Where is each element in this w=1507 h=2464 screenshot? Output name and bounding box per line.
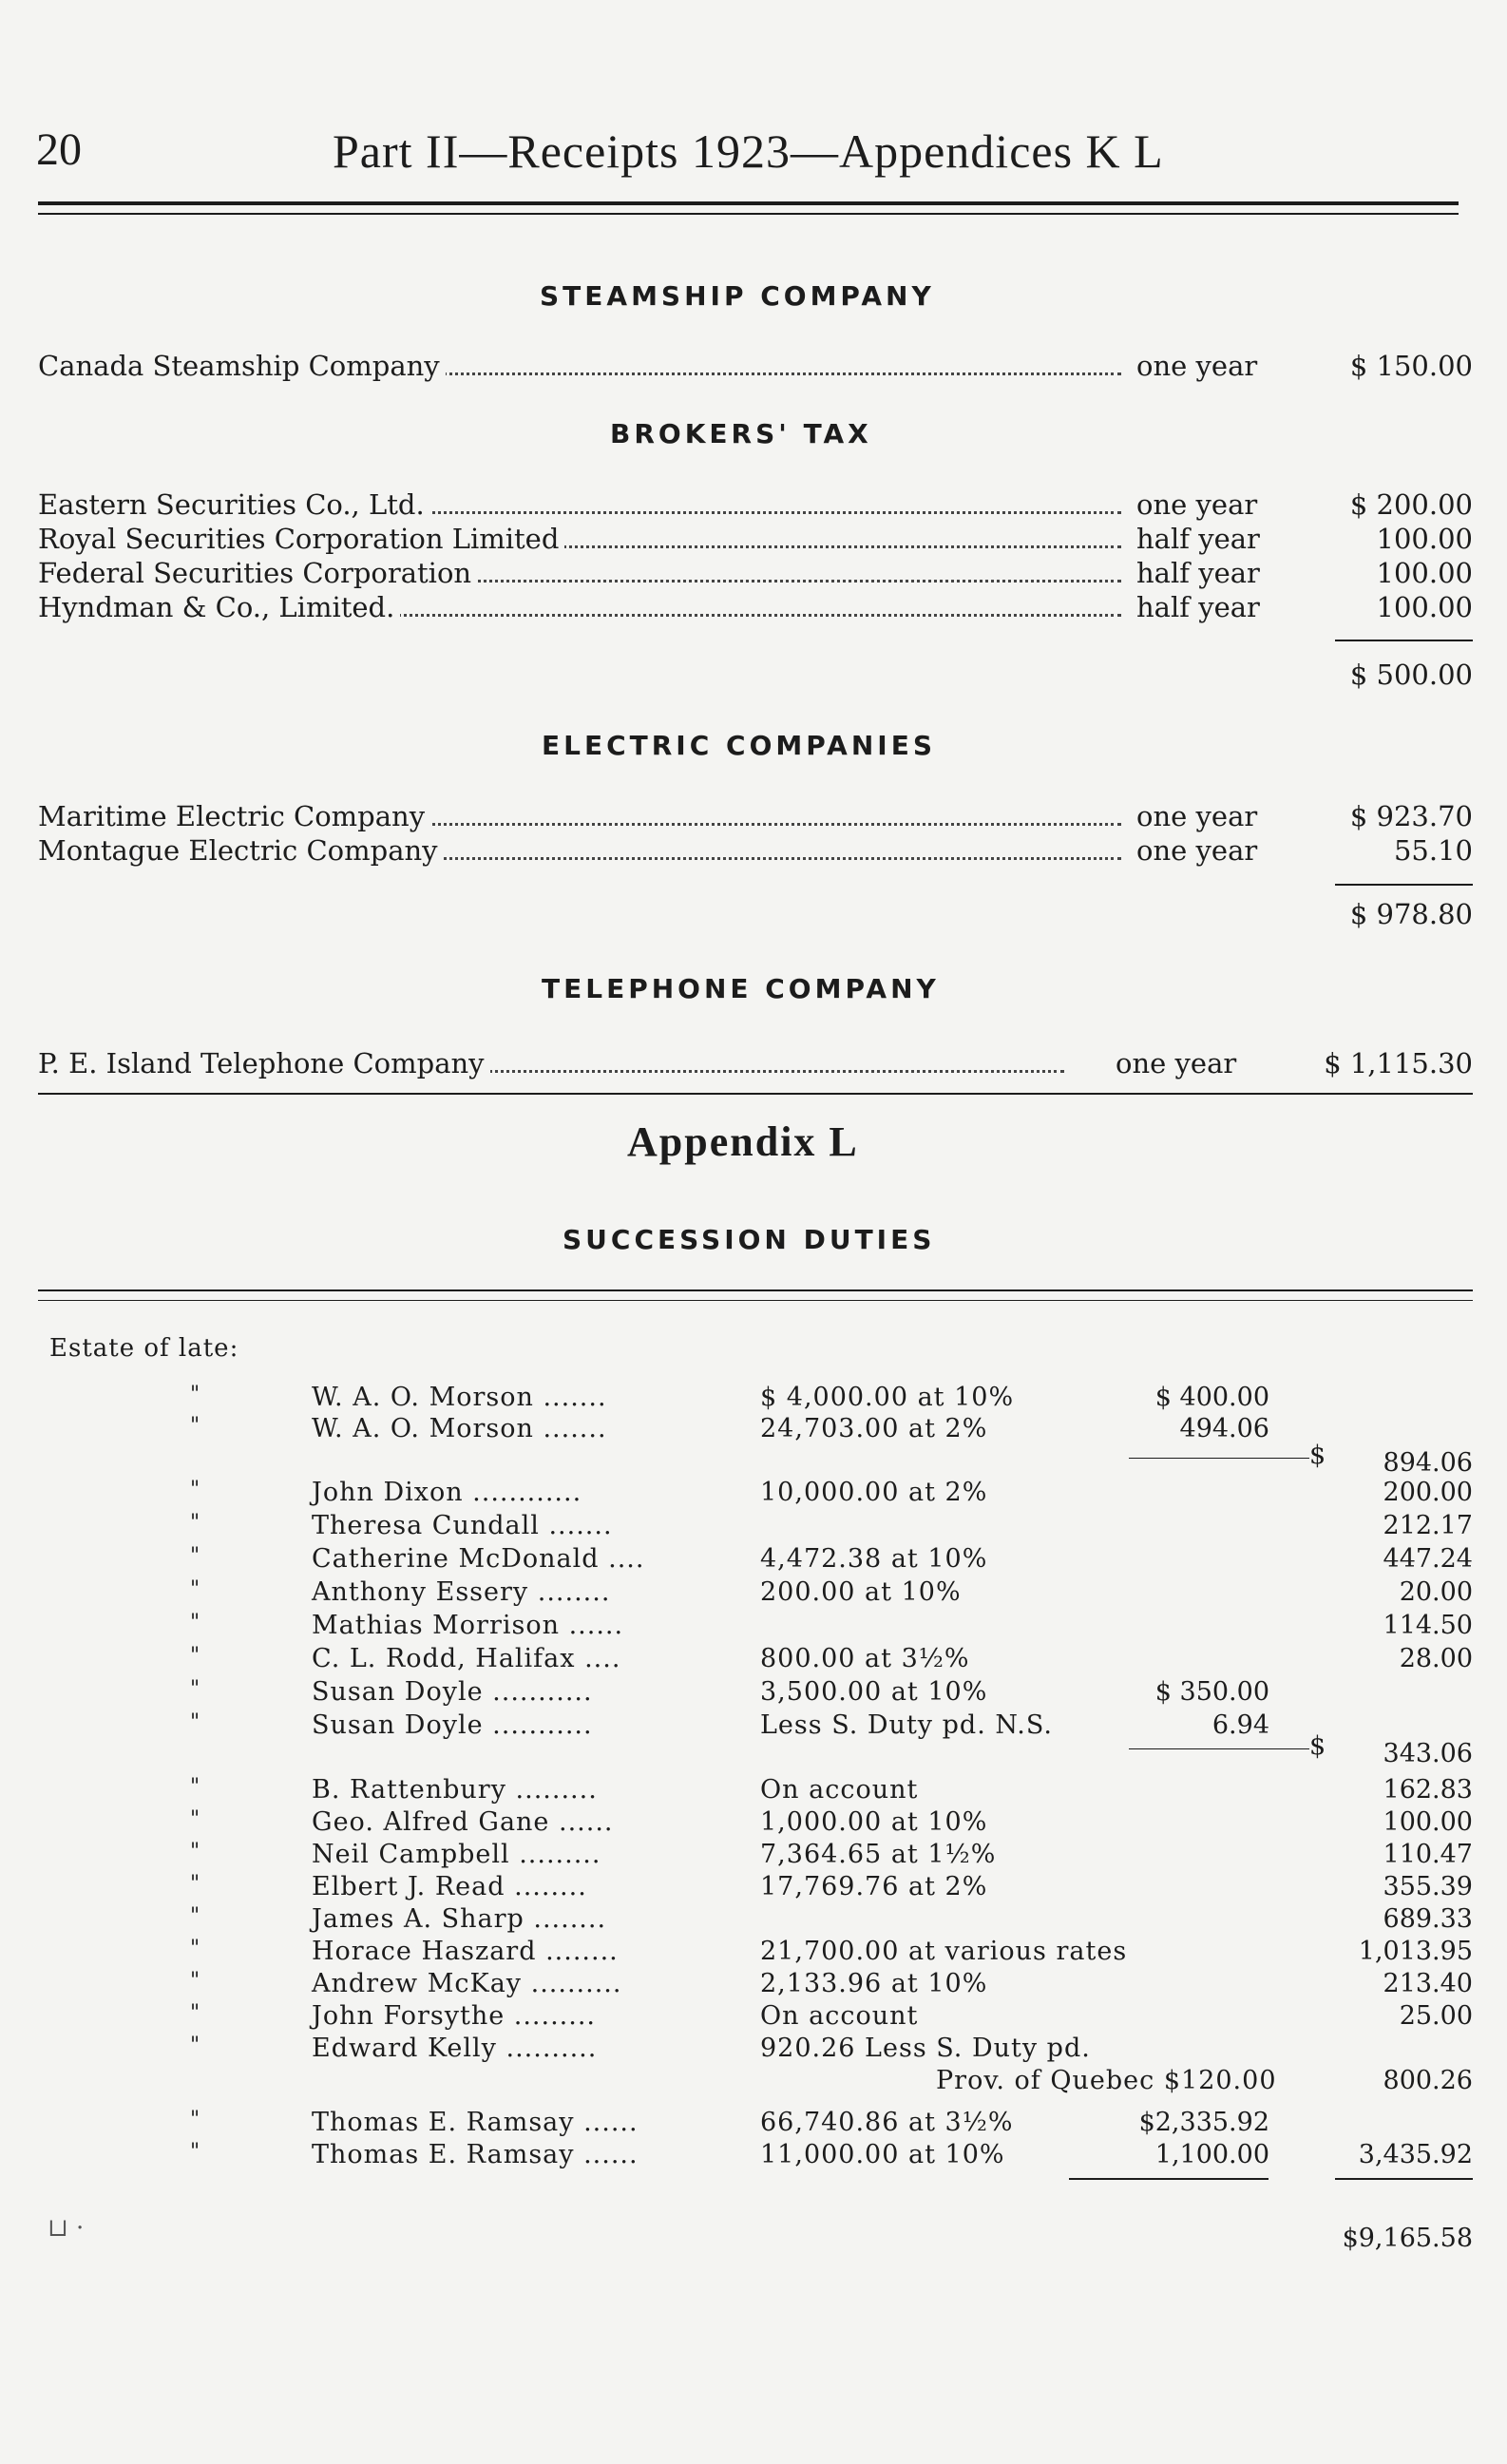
- ditto-mark: ": [190, 1577, 200, 1601]
- duty-total: 212.17: [1383, 1511, 1473, 1540]
- section-heading-steamship: STEAMSHIP COMPANY: [540, 280, 935, 312]
- page-number: 20: [36, 124, 82, 175]
- ditto-mark: ": [190, 2034, 200, 2057]
- duty-detail: 7,364.65 at 1½%: [760, 1840, 997, 1869]
- section-heading-succession: SUCCESSION DUTIES: [563, 1224, 936, 1255]
- duty-detail: On account: [760, 2001, 919, 2031]
- electric-total: $ 978.80: [1349, 898, 1473, 930]
- ditto-mark: ": [190, 1904, 200, 1928]
- ditto-mark: ": [190, 1807, 200, 1831]
- duty-total: 894.06: [1383, 1448, 1473, 1478]
- estate-name: Theresa Cundall .......: [312, 1511, 613, 1540]
- ditto-mark: ": [190, 1872, 200, 1896]
- ditto-mark: ": [190, 1414, 200, 1438]
- ditto-mark: ": [190, 2108, 200, 2131]
- header-rule-thin: [38, 213, 1459, 215]
- table-rule: [38, 1289, 1473, 1291]
- estate-name: Horace Haszard ........: [312, 1937, 619, 1966]
- section-heading-telephone: TELEPHONE COMPANY: [542, 973, 940, 1004]
- estate-name: Thomas E. Ramsay ......: [312, 2108, 639, 2137]
- ditto-mark: ": [190, 1383, 200, 1406]
- duty-detail: $ 4,000.00 at 10%: [760, 1383, 1015, 1412]
- subtotal-rule: [1129, 1458, 1309, 1459]
- total-rule: [1335, 2178, 1473, 2180]
- duty-detail: Less S. Duty pd. N.S.: [760, 1710, 1053, 1740]
- duty-detail: 66,740.86 at 3½%: [760, 2108, 1014, 2137]
- estate-name: Susan Doyle ...........: [312, 1710, 593, 1740]
- ditto-mark: ": [190, 1611, 200, 1634]
- subtotal-rule: [1069, 2178, 1269, 2180]
- estate-name: John Forsythe .........: [312, 2001, 597, 2031]
- subtotal-amount: $ 350.00: [1154, 1677, 1269, 1707]
- duty-total: 447.24: [1383, 1544, 1473, 1574]
- page-title: Part II—Receipts 1923—Appendices K L: [333, 124, 1164, 178]
- ditto-mark: ": [190, 1840, 200, 1863]
- estate-name: Andrew McKay ..........: [312, 1969, 622, 1998]
- duty-total: 162.83: [1383, 1775, 1473, 1805]
- duty-total: 25.00: [1399, 2001, 1473, 2031]
- duty-total: 689.33: [1383, 1904, 1473, 1934]
- estate-name: W. A. O. Morson .......: [312, 1383, 607, 1412]
- duty-total: 800.26: [1383, 2066, 1473, 2095]
- ledger-row: Hyndman & Co., Limited. half year 100.00: [38, 591, 1473, 623]
- duty-total: 343.06: [1383, 1739, 1473, 1768]
- subtotal-rule: [1335, 884, 1473, 886]
- estate-name: Geo. Alfred Gane ......: [312, 1807, 614, 1837]
- ditto-mark: ": [190, 1969, 200, 1993]
- duty-detail: 1,000.00 at 10%: [760, 1807, 988, 1837]
- section-heading-electric: ELECTRIC COMPANIES: [542, 730, 936, 761]
- duty-detail: 21,700.00 at various rates: [760, 1937, 1128, 1966]
- estate-name: Catherine McDonald ....: [312, 1544, 645, 1574]
- estate-name: Mathias Morrison ......: [312, 1611, 624, 1640]
- ditto-mark: ": [190, 1544, 200, 1568]
- duty-detail: 200.00 at 10%: [760, 1577, 962, 1607]
- ledger-row: Montague Electric Company one year 55.10: [38, 834, 1473, 867]
- ledger-row: P. E. Island Telephone Company one year $ 1,115.30: [38, 1047, 1473, 1079]
- ditto-mark: ": [190, 2140, 200, 2164]
- estate-label: Estate of late:: [49, 1334, 239, 1363]
- duty-detail: 2,133.96 at 10%: [760, 1969, 988, 1998]
- ledger-row: Royal Securities Corporation Limited half year 100.00: [38, 523, 1473, 555]
- duty-detail: 17,769.76 at 2%: [760, 1872, 988, 1901]
- ditto-mark: ": [190, 1937, 200, 1960]
- dollar-mark: $: [1309, 1731, 1326, 1761]
- estate-name: Edward Kelly ..........: [312, 2034, 598, 2063]
- duty-detail: 3,500.00 at 10%: [760, 1677, 988, 1707]
- dollar-mark: $: [1309, 1441, 1326, 1470]
- estate-name: John Dixon ............: [312, 1478, 582, 1507]
- duty-detail: 4,472.38 at 10%: [760, 1544, 988, 1574]
- duty-detail: 24,703.00 at 2%: [760, 1414, 988, 1443]
- duty-total: 200.00: [1383, 1478, 1473, 1507]
- duty-total: 20.00: [1399, 1577, 1473, 1607]
- ditto-mark: ": [190, 2001, 200, 2025]
- section-heading-brokers: BROKERS' TAX: [610, 418, 872, 449]
- estate-name: Thomas E. Ramsay ......: [312, 2140, 639, 2169]
- duty-total: 213.40: [1383, 1969, 1473, 1998]
- duty-detail: 10,000.00 at 2%: [760, 1478, 988, 1507]
- printer-mark: ⊔ ·: [48, 2214, 85, 2243]
- duty-total: 3,435.92: [1358, 2140, 1473, 2169]
- brokers-total: $ 500.00: [1349, 659, 1473, 691]
- subtotal-rule: [1335, 640, 1473, 641]
- ditto-mark: ": [190, 1644, 200, 1668]
- ledger-row: Maritime Electric Company one year $ 923.70: [38, 800, 1473, 832]
- duty-detail: 800.00 at 3½%: [760, 1644, 970, 1673]
- duty-total: 100.00: [1383, 1807, 1473, 1837]
- estate-name: Neil Campbell .........: [312, 1840, 601, 1869]
- subtotal-rule: [1129, 1748, 1309, 1749]
- estate-name: Elbert J. Read ........: [312, 1872, 587, 1901]
- subtotal-amount: $ 400.00: [1154, 1383, 1269, 1412]
- ledger-row: Federal Securities Corporation half year 100.00: [38, 557, 1473, 589]
- subtotal-amount: 494.06: [1179, 1414, 1269, 1443]
- ditto-mark: ": [190, 1677, 200, 1701]
- duty-detail: 11,000.00 at 10%: [760, 2140, 1005, 2169]
- appendix-title: Appendix L: [627, 1118, 859, 1165]
- subtotal-amount: $2,335.92: [1138, 2108, 1269, 2137]
- estate-name: W. A. O. Morson .......: [312, 1414, 607, 1443]
- ditto-mark: ": [190, 1511, 200, 1535]
- table-rule-thin: [38, 1300, 1473, 1301]
- estate-name: Anthony Essery ........: [312, 1577, 611, 1607]
- section-rule: [38, 1093, 1473, 1095]
- header-rule: [38, 201, 1459, 205]
- estate-name: James A. Sharp ........: [312, 1904, 607, 1934]
- ledger-row: Eastern Securities Co., Ltd. one year $ 200.00: [38, 488, 1473, 521]
- ditto-mark: ": [190, 1478, 200, 1501]
- estate-name: Susan Doyle ...........: [312, 1677, 593, 1707]
- duty-detail: 920.26 Less S. Duty pd.: [760, 2034, 1091, 2063]
- ditto-mark: ": [190, 1710, 200, 1734]
- ledger-row: Canada Steamship Company one year $ 150.00: [38, 350, 1473, 382]
- duty-detail: On account: [760, 1775, 919, 1805]
- subtotal-amount: 1,100.00: [1154, 2140, 1269, 2169]
- duty-total: 1,013.95: [1358, 1937, 1473, 1966]
- grand-total: $9,165.58: [1342, 2224, 1473, 2253]
- duty-detail: Prov. of Quebec $120.00: [936, 2066, 1277, 2095]
- duty-total: 114.50: [1383, 1611, 1473, 1640]
- subtotal-amount: 6.94: [1211, 1710, 1269, 1740]
- estate-name: C. L. Rodd, Halifax ....: [312, 1644, 621, 1673]
- duty-total: 28.00: [1399, 1644, 1473, 1673]
- duty-total: 110.47: [1383, 1840, 1473, 1869]
- estate-name: B. Rattenbury .........: [312, 1775, 598, 1805]
- ditto-mark: ": [190, 1775, 200, 1799]
- duty-total: 355.39: [1383, 1872, 1473, 1901]
